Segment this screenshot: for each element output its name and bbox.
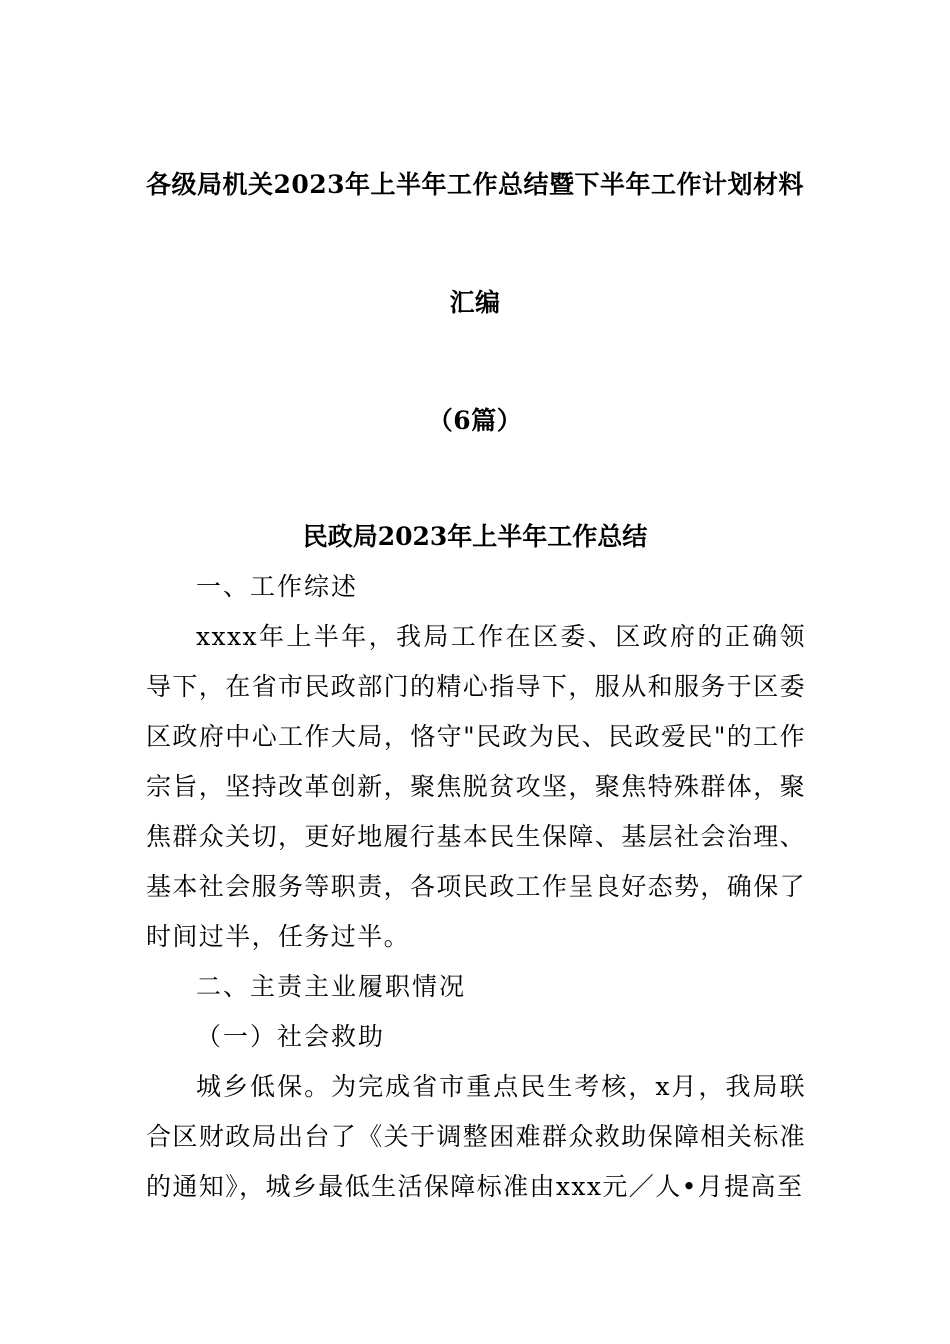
document-title-line-1: 各级局机关2023年上半年工作总结暨下半年工作计划材料 [145, 170, 805, 199]
paragraph-overview: xxxx年上半年，我局工作在区委、区政府的正确领导下，在省市民政部门的精心指导下，服从和服务于区委区政府中心工作大局，恪守"民政为民、民政爱民"的工作宗旨，坚持改革创新，聚焦脱贫攻坚，聚焦特殊群体，聚焦群众关切，更好地履行基本民生保障、基层社会治理、基本社会服务等职责，各项民政工作呈良好态势，确保了时间过半，任务过半。 [146, 622, 807, 951]
document-title-line-2: 汇编 [449, 288, 501, 317]
paragraph-minimum-living-security: 城乡低保。为完成省市重点民生考核，x月，我局联合区财政局出台了《关于调整困难群众救助保障相关标准的通知》，城乡最低生活保障标准由xxx元／人•月提高至 [146, 1072, 807, 1201]
section-heading-overview: 一、工作综述 [196, 572, 359, 601]
section-heading-duties: 二、主责主业履职情况 [196, 972, 467, 1001]
article-title: 民政局2023年上半年工作总结 [302, 522, 648, 551]
document-title-count: （6篇） [427, 406, 523, 435]
article-body [146, 562, 806, 1212]
subsection-heading-social-assistance: （一）社会救助 [196, 1022, 386, 1051]
